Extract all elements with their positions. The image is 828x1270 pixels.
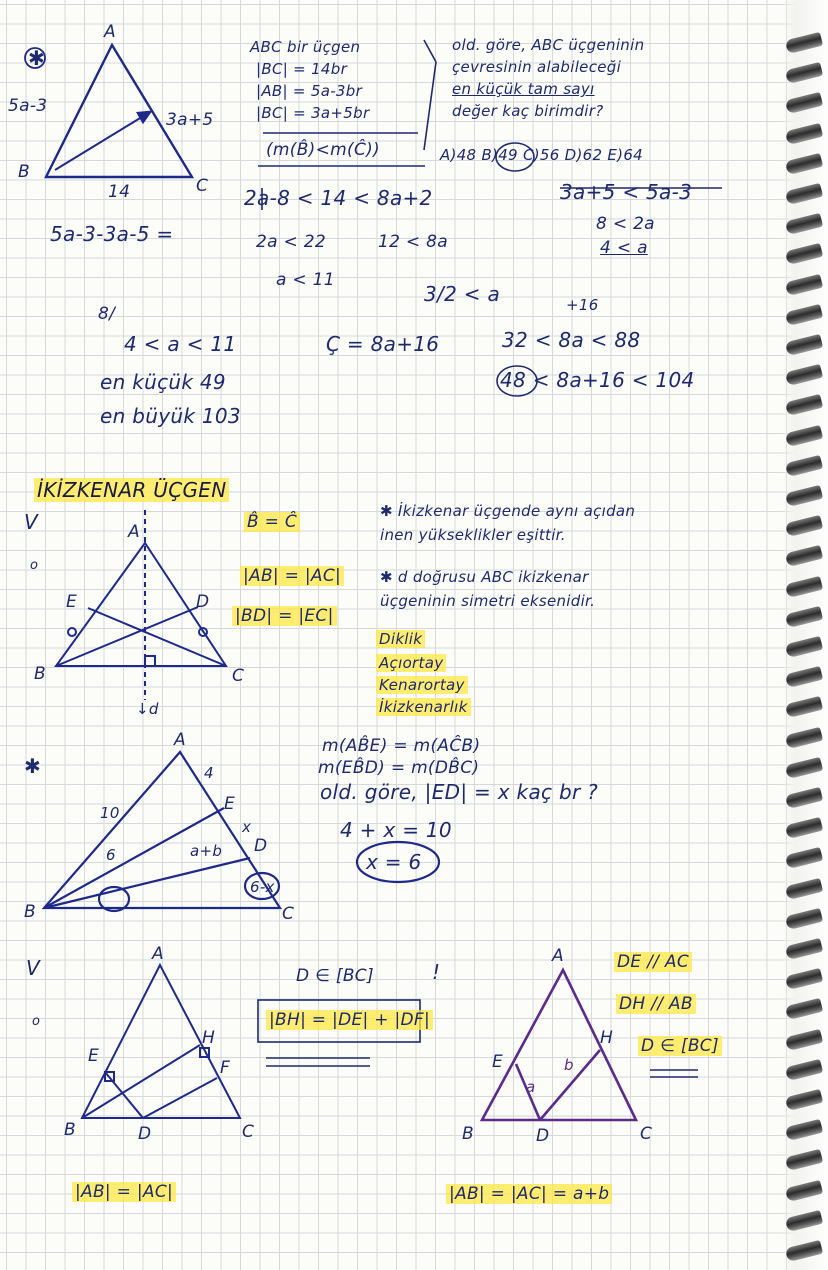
inequality-1: 2a-8 < 14 < 8a+2 [244, 186, 433, 210]
inequality-4: 3/2 < a [424, 282, 501, 306]
p4-segment-a: a [526, 1078, 536, 1096]
inequality-2: 2a < 22 [256, 232, 327, 252]
question-line-3: en küçük tam sayı [452, 80, 595, 98]
p3-vertex-c: C [242, 1122, 255, 1142]
p2-side-4: 4 [204, 764, 214, 782]
note1-line-2: inen yükseklikler eşittir. [380, 526, 566, 544]
p2-answer: x = 6 [366, 850, 422, 874]
p2-ed-label: 6-x [250, 878, 275, 896]
equal-angles: B̂ = Ĉ [244, 512, 300, 532]
iso-vertex-b: B [34, 664, 46, 684]
p2-vertex-a: A [174, 730, 186, 750]
iso-vertex-a: A [128, 522, 140, 542]
section-title: İKİZKENAR ÜÇGEN [34, 478, 229, 502]
p4-vertex-e: E [492, 1052, 504, 1072]
o-mark: o [30, 558, 39, 573]
triangle-problem3 [82, 965, 240, 1118]
p4-parallel-1: DE // AC [614, 952, 692, 972]
p4-vertex-c: C [640, 1124, 653, 1144]
p2-vertex-b: B [24, 902, 36, 922]
question-line-2: çevresinin alabileceği [452, 58, 622, 76]
p3-o-mark: o [32, 1014, 41, 1029]
vertex-a-label: A [104, 22, 116, 42]
p2-condition-1: m(AB̂E) = m(AĈB) [322, 736, 481, 756]
p3-vertex-b: B [64, 1120, 76, 1140]
answer-options: A)48 B)49 C)56 D)62 E)64 [440, 146, 644, 164]
inequality-6: 3a+5 < 5a-3 [560, 180, 693, 204]
note2-line-1: ✱ d doğrusu ABC ikizkenar [380, 568, 589, 586]
range-a: 4 < a < 11 [124, 332, 237, 356]
equal-sides: |AB| = |AC| [240, 566, 344, 586]
inequality-5: 12 < 8a [378, 232, 449, 252]
p3-vertex-f: F [220, 1058, 231, 1078]
side-ab-label: 5a-3 [8, 96, 48, 116]
p3-vertex-e: E [88, 1046, 100, 1066]
p3-result: |BH| = |DE| + |DF| [266, 1010, 433, 1030]
p3-given: D ∈ [BC] [296, 966, 374, 986]
axis-d-label: ↓d [136, 700, 159, 718]
star-marker: ✱ [28, 46, 46, 70]
p3-exclamation: ! [432, 960, 441, 984]
calc-left: 5a-3-3a-5 = [50, 222, 174, 246]
inequality-8: 4 < a [600, 238, 648, 258]
side-bc-label: 14 [108, 182, 131, 202]
given-line-2: |BC| = 14br [256, 60, 348, 78]
inequality-3: a < 11 [276, 270, 335, 290]
p4-vertex-d: D [536, 1126, 550, 1146]
p3-vertex-d: D [138, 1124, 152, 1144]
p3-vertex-h: H [202, 1028, 216, 1048]
given-line-1: ABC bir üçgen [250, 38, 361, 56]
iso-vertex-e: E [66, 592, 78, 612]
range-perimeter: 48 < 8a+16 < 104 [500, 368, 695, 392]
angle-condition: (m(B̂)<m(Ĉ)) [266, 140, 380, 160]
p2-vertex-d: D [254, 836, 268, 856]
max-answer: en büyük 103 [100, 404, 241, 428]
p2-question: old. göre, |ED| = x kaç br ? [320, 780, 599, 804]
given-line-3: |AB| = 5a-3br [256, 82, 363, 100]
v-mark: V [24, 510, 38, 534]
p3-v-mark: V [26, 956, 40, 980]
range-8a: 32 < 8a < 88 [502, 328, 641, 352]
side-ac-label: 3a+5 [166, 110, 214, 130]
p2-equation: 4 + x = 10 [340, 818, 452, 842]
given-line-4: |BC| = 3a+5br [256, 104, 370, 122]
vertex-c-label: C [196, 176, 209, 196]
p4-segment-b: b [564, 1056, 574, 1074]
p4-vertex-a: A [552, 946, 564, 966]
p2-side-6: 6 [106, 846, 116, 864]
p3-vertex-a: A [152, 944, 164, 964]
iso-vertex-d: D [196, 592, 210, 612]
equal-segments: |BD| = |EC| [232, 606, 337, 626]
note2-line-2: üçgeninin simetri eksenidir. [380, 592, 596, 610]
question-line-1: old. göre, ABC üçgeninin [452, 36, 645, 54]
p2-vertex-c: C [282, 904, 295, 924]
p2-side-x: x [242, 818, 252, 836]
inequality-7: 8 < 2a [596, 214, 655, 234]
question-line-4: değer kaç birimdir? [452, 102, 604, 120]
multiply-8-mark: 8/ [98, 304, 116, 324]
p4-vertex-h: H [600, 1028, 614, 1048]
p4-given: D ∈ [BC] [638, 1036, 722, 1056]
p2-side-ab: a+b [190, 842, 223, 860]
prop-kenarortay: Kenarortay [376, 676, 468, 694]
p4-vertex-b: B [462, 1124, 474, 1144]
p2-side-10: 10 [100, 804, 120, 822]
note1-line-1: ✱ İkizkenar üçgende aynı açıdan [380, 502, 636, 520]
star-marker-2: ✱ [24, 754, 42, 778]
min-answer: en küçük 49 [100, 370, 226, 394]
perimeter-formula: Ç = 8a+16 [326, 332, 440, 356]
p4-result: |AB| = |AC| = a+b [446, 1184, 612, 1204]
p2-condition-2: m(EB̂D) = m(DB̂C) [318, 758, 480, 778]
prop-ikizkenarlik: İkizkenarlık [376, 698, 471, 716]
p2-vertex-e: E [224, 794, 236, 814]
p4-parallel-2: DH // AB [616, 994, 696, 1014]
prop-aciortay: Açıortay [376, 654, 446, 672]
p3-condition: |AB| = |AC| [72, 1182, 176, 1202]
vertex-b-label: B [18, 162, 30, 182]
prop-diklik: Diklik [376, 630, 425, 648]
iso-vertex-c: C [232, 666, 245, 686]
plus-16: +16 [566, 296, 599, 314]
